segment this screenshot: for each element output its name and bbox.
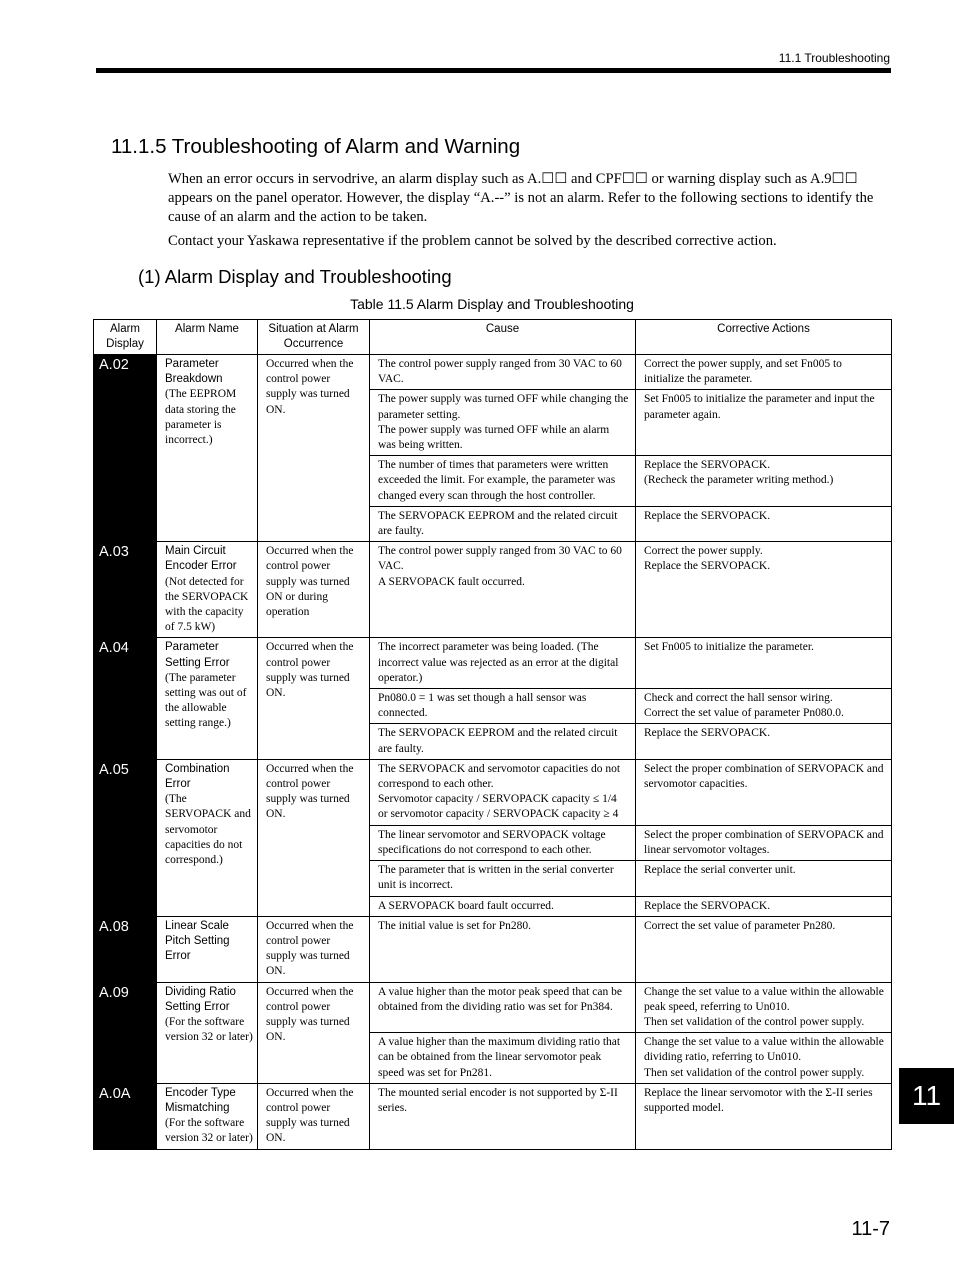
action-line: Replace the SERVOPACK. bbox=[644, 560, 771, 573]
cause-line: A SERVOPACK fault occurred. bbox=[378, 575, 525, 588]
alarm-cause bbox=[370, 689, 636, 724]
alarm-cause bbox=[370, 825, 636, 860]
alarm-name: Encoder Type Mismatching bbox=[165, 1086, 236, 1114]
corrective-action bbox=[636, 759, 892, 825]
cause-line: The SERVOPACK EEPROM and the related circuit are faulty. bbox=[378, 509, 618, 538]
alarm-name-cell bbox=[157, 638, 258, 759]
action-line: Replace the SERVOPACK. bbox=[644, 509, 771, 522]
alarm-code: A.09 bbox=[94, 982, 157, 1083]
corrective-action bbox=[636, 724, 892, 759]
alarm-name-note: (Not detected for the SERVOPACK with the capacity of 7.5 kW) bbox=[165, 575, 249, 634]
alarm-name-cell bbox=[157, 982, 258, 1083]
alarm-cause bbox=[370, 390, 636, 456]
corrective-action bbox=[636, 1083, 892, 1149]
alarm-name-cell bbox=[157, 759, 258, 916]
alarm-situation: Occurred when the control power supply was turned ON. bbox=[258, 982, 370, 1083]
header-alarm-display: Alarm Display bbox=[94, 320, 157, 355]
alarm-situation: Occurred when the control power supply was turned ON. bbox=[258, 355, 370, 542]
header-situation: Situation at Alarm Occurrence bbox=[258, 320, 370, 355]
action-line: Select the proper combination of SERVOPACK and linear servomotor voltages. bbox=[644, 828, 884, 856]
page-number: 11-7 bbox=[851, 1218, 890, 1240]
alarm-name-cell bbox=[157, 542, 258, 638]
action-line: Change the set value to a value within the allowable dividing ratio, referring to Un010. bbox=[644, 1036, 884, 1064]
alarm-cause bbox=[370, 982, 636, 1033]
action-line: Correct the power supply. bbox=[644, 545, 763, 558]
corrective-action bbox=[636, 916, 892, 982]
action-line: Change the set value to a value within the allowable peak speed, referring to Un010. bbox=[644, 985, 884, 1013]
table-row bbox=[94, 916, 892, 982]
intro-text bbox=[168, 170, 886, 256]
cause-line: The control power supply ranged from 30 VAC to 60 VAC. bbox=[378, 358, 622, 386]
intro-paragraph-2: Contact your Yaskawa representative if the problem cannot be solved by the described corrective action. bbox=[168, 233, 777, 249]
corrective-action bbox=[636, 390, 892, 456]
corrective-action bbox=[636, 1033, 892, 1084]
alarm-name-note: (The EEPROM data storing the parameter is incorrect.) bbox=[165, 388, 237, 447]
chapter-tab: 11 bbox=[899, 1068, 954, 1124]
alarm-cause bbox=[370, 542, 636, 638]
action-line: Check and correct the hall sensor wiring. bbox=[644, 692, 833, 705]
running-header: 11.1 Troubleshooting bbox=[778, 51, 890, 65]
cause-line: The linear servomotor and SERVOPACK voltage specifications do not correspond to each other. bbox=[378, 828, 606, 856]
header-alarm-name: Alarm Name bbox=[157, 320, 258, 355]
alarm-code: A.03 bbox=[94, 542, 157, 638]
alarm-code: A.04 bbox=[94, 638, 157, 759]
action-line: Correct the power supply, and set Fn005 to initialize the parameter. bbox=[644, 358, 842, 386]
alarm-name-note: (For the software version 32 or later) bbox=[165, 1015, 253, 1044]
alarm-table-body bbox=[94, 355, 892, 1150]
corrective-action bbox=[636, 355, 892, 390]
cause-line: The incorrect parameter was being loaded. (The incorrect value was rejected as an error at the digital operator.) bbox=[378, 641, 619, 684]
intro-paragraph-1: When an error occurs in servodrive, an alarm display such as A.☐☐ and CPF☐☐ or warning display such as A.9☐☐ appears on the panel operator. However, the display “A.--” is not an alarm. Refer to the following sections to identify the cause of an alarm and the action to be taken. bbox=[168, 171, 874, 225]
alarm-name-cell bbox=[157, 1083, 258, 1149]
action-line: Replace the SERVOPACK. bbox=[644, 899, 771, 912]
alarm-cause bbox=[370, 896, 636, 916]
corrective-action bbox=[636, 542, 892, 638]
cause-line: Servomotor capacity / SERVOPACK capacity ≤ 1/4 bbox=[378, 793, 617, 806]
table-row bbox=[94, 982, 892, 1033]
action-line: Replace the serial converter unit. bbox=[644, 864, 796, 877]
alarm-situation: Occurred when the control power supply was turned ON. bbox=[258, 916, 370, 982]
cause-line: The SERVOPACK EEPROM and the related circuit are faulty. bbox=[378, 727, 618, 755]
cause-line: A value higher than the maximum dividing ratio that can be obtained from the linear servomotor peak speed was set for Pn281. bbox=[378, 1036, 621, 1079]
alarm-code: A.02 bbox=[94, 355, 157, 542]
alarm-situation: Occurred when the control power supply was turned ON. bbox=[258, 638, 370, 759]
corrective-action bbox=[636, 861, 892, 896]
section-title: 11.1.5 Troubleshooting of Alarm and Warning bbox=[111, 135, 521, 158]
cause-line: or servomotor capacity / SERVOPACK capacity ≥ 4 bbox=[378, 808, 619, 821]
corrective-action bbox=[636, 982, 892, 1033]
table-row bbox=[94, 542, 892, 638]
alarm-table bbox=[93, 319, 892, 1150]
alarm-situation: Occurred when the control power supply was turned ON or during operation bbox=[258, 542, 370, 638]
cause-line: The mounted serial encoder is not supported by Σ-II series. bbox=[378, 1086, 618, 1114]
alarm-code: A.08 bbox=[94, 916, 157, 982]
alarm-name-cell bbox=[157, 355, 258, 542]
alarm-cause bbox=[370, 1033, 636, 1084]
cause-line: The initial value is set for Pn280. bbox=[378, 919, 531, 932]
header-corrective-actions: Corrective Actions bbox=[636, 320, 892, 355]
alarm-name: Combination Error bbox=[165, 762, 230, 791]
table-caption: Table 11.5 Alarm Display and Troubleshooting bbox=[350, 296, 634, 312]
corrective-action bbox=[636, 506, 892, 541]
alarm-code: A.05 bbox=[94, 759, 157, 916]
alarm-name-cell bbox=[157, 916, 258, 982]
subsection-title: (1) Alarm Display and Troubleshooting bbox=[138, 266, 452, 287]
table-row bbox=[94, 355, 892, 390]
action-line: Correct the set value of parameter Pn280. bbox=[644, 919, 836, 932]
alarm-name-note: (For the software version 32 or later) bbox=[165, 1117, 253, 1145]
cause-line: Pn080.0 = 1 was set though a hall sensor was connected. bbox=[378, 692, 587, 720]
alarm-cause bbox=[370, 759, 636, 825]
cause-line: The number of times that parameters were written exceeded the limit. For example, the parameter was changed every scan through the host controller. bbox=[378, 459, 616, 502]
action-line: Select the proper combination of SERVOPACK and servomotor capacities. bbox=[644, 762, 884, 791]
alarm-cause bbox=[370, 456, 636, 507]
action-line: (Recheck the parameter writing method.) bbox=[644, 474, 834, 487]
table-header-row bbox=[94, 320, 892, 355]
alarm-cause bbox=[370, 916, 636, 982]
header-rule bbox=[96, 68, 891, 73]
table-row bbox=[94, 638, 892, 689]
corrective-action bbox=[636, 896, 892, 916]
action-line: Then set validation of the control power supply. bbox=[644, 1015, 865, 1028]
alarm-code: A.0A bbox=[94, 1083, 157, 1149]
alarm-situation: Occurred when the control power supply was turned ON. bbox=[258, 1083, 370, 1149]
cause-line: A value higher than the motor peak speed that can be obtained from the dividing ratio was set for Pn384. bbox=[378, 985, 622, 1013]
alarm-cause bbox=[370, 861, 636, 896]
action-line: Replace the SERVOPACK. bbox=[644, 459, 771, 472]
alarm-cause bbox=[370, 638, 636, 689]
corrective-action bbox=[636, 638, 892, 689]
alarm-name: Parameter Setting Error bbox=[165, 641, 230, 669]
alarm-cause bbox=[370, 506, 636, 541]
corrective-action bbox=[636, 456, 892, 507]
action-line: Replace the linear servomotor with the Σ-II series supported model. bbox=[644, 1086, 873, 1114]
action-line: Set Fn005 to initialize the parameter. bbox=[644, 641, 814, 654]
action-line: Then set validation of the control power supply. bbox=[644, 1066, 865, 1079]
alarm-name: Main Circuit Encoder Error bbox=[165, 545, 237, 573]
header-cause: Cause bbox=[370, 320, 636, 355]
alarm-cause bbox=[370, 724, 636, 759]
cause-line: The SERVOPACK and servomotor capacities do not correspond to each other. bbox=[378, 762, 621, 791]
table-row bbox=[94, 1083, 892, 1149]
alarm-name: Parameter Breakdown bbox=[165, 358, 223, 386]
alarm-name: Dividing Ratio Setting Error bbox=[165, 985, 236, 1013]
action-line: Replace the SERVOPACK. bbox=[644, 727, 771, 740]
corrective-action bbox=[636, 689, 892, 724]
cause-line: The power supply was turned OFF while an alarm was being written. bbox=[378, 423, 610, 452]
action-line: Correct the set value of parameter Pn080.0. bbox=[644, 707, 844, 720]
corrective-action bbox=[636, 825, 892, 860]
table-row bbox=[94, 759, 892, 825]
cause-line: The parameter that is written in the serial converter unit is incorrect. bbox=[378, 864, 614, 892]
alarm-name-note: (The parameter setting was out of the allowable setting range.) bbox=[165, 671, 247, 730]
alarm-cause bbox=[370, 355, 636, 390]
alarm-name: Linear Scale Pitch Setting Error bbox=[165, 919, 230, 963]
cause-line: The power supply was turned OFF while changing the parameter setting. bbox=[378, 393, 629, 421]
cause-line: A SERVOPACK board fault occurred. bbox=[378, 899, 554, 912]
alarm-cause bbox=[370, 1083, 636, 1149]
action-line: Set Fn005 to initialize the parameter and input the parameter again. bbox=[644, 393, 875, 421]
cause-line: The control power supply ranged from 30 VAC to 60 VAC. bbox=[378, 545, 622, 573]
alarm-situation: Occurred when the control power supply was turned ON. bbox=[258, 759, 370, 916]
alarm-name-note: (The SERVOPACK and servomotor capacities do not correspond.) bbox=[165, 793, 251, 867]
